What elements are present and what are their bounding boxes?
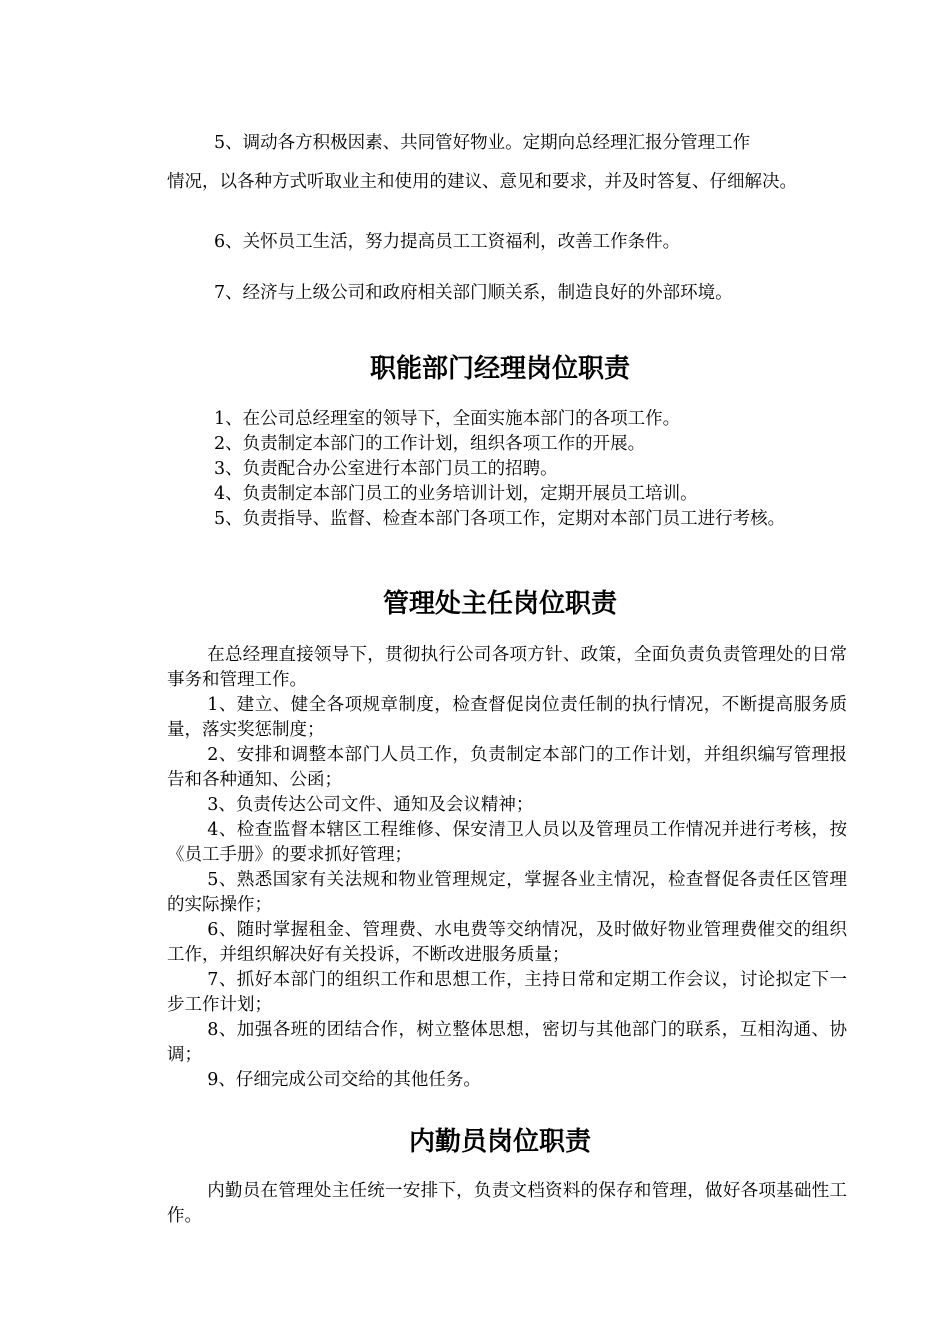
paragraph-item: 7、抓好本部门的组织工作和思想工作，主持日常和定期工作会议，讨论拟定下一步工作计划； [167, 970, 847, 1015]
section-heading-clerk: 内勤员岗位职责 [408, 1127, 591, 1157]
paragraph-item-5: 5、调动各方积极因素、共同管好物业。定期向总经理汇报分管理工作 [214, 133, 751, 153]
paragraph-item: 5、负责指导、监督、检查本部门各项工作，定期对本部门员工进行考核。 [214, 509, 786, 529]
paragraph-item: 4、负责制定本部门员工的业务培训计划，定期开展员工培训。 [214, 484, 698, 504]
section-heading-office-director: 管理处主任岗位职责 [382, 589, 617, 619]
paragraph-item: 9、仔细完成公司交给的其他任务。 [207, 1070, 481, 1090]
paragraph-item: 3、负责配合办公室进行本部门员工的招聘。 [214, 459, 558, 479]
paragraph-item: 3、负责传达公司文件、通知及会议精神； [207, 795, 534, 815]
paragraph-item-6: 6、关怀员工生活，努力提高员工工资福利，改善工作条件。 [214, 232, 681, 252]
paragraph-item: 1、在公司总经理室的领导下，全面实施本部门的各项工作。 [214, 409, 681, 429]
paragraph-item: 8、加强各班的团结合作，树立整体思想，密切与其他部门的联系，互相沟通、协调； [167, 1020, 847, 1065]
paragraph-item: 5、熟悉国家有关法规和物业管理规定，掌握各业主情况，检查督促各责任区管理的实际操作； [167, 870, 847, 915]
paragraph-item-5-continued: 情况，以各种方式听取业主和使用的建议、意见和要求，并及时答复、仔细解决。 [167, 172, 797, 192]
paragraph-item: 2、安排和调整本部门人员工作，负责制定本部门的工作计划，并组织编写管理报告和各种通知、公函； [167, 745, 847, 790]
paragraph-item-7: 7、经济与上级公司和政府相关部门顺关系，制造良好的外部环境。 [214, 283, 733, 303]
paragraph-item: 1、建立、健全各项规章制度，检查督促岗位责任制的执行情况，不断提高服务质量，落实奖惩制度； [167, 695, 847, 740]
section-heading-department-manager: 职能部门经理岗位职责 [369, 354, 630, 384]
paragraph-intro: 在总经理直接领导下，贯彻执行公司各项方针、政策，全面负责负责管理处的日常事务和管理工作。 [167, 645, 847, 690]
paragraph-item: 4、检查监督本辖区工程维修、保安清卫人员以及管理员工作情况并进行考核，按《员工手册》的要求抓好管理； [167, 820, 847, 865]
paragraph-intro: 内勤员在管理处主任统一安排下，负责文档资料的保存和管理，做好各项基础性工作。 [167, 1181, 847, 1226]
paragraph-item: 6、随时掌握租金、管理费、水电费等交纳情况，及时做好物业管理费催交的组织工作，并组织解决好有关投诉，不断改进服务质量； [167, 920, 847, 965]
paragraph-item: 2、负责制定本部门的工作计划，组织各项工作的开展。 [214, 434, 646, 454]
